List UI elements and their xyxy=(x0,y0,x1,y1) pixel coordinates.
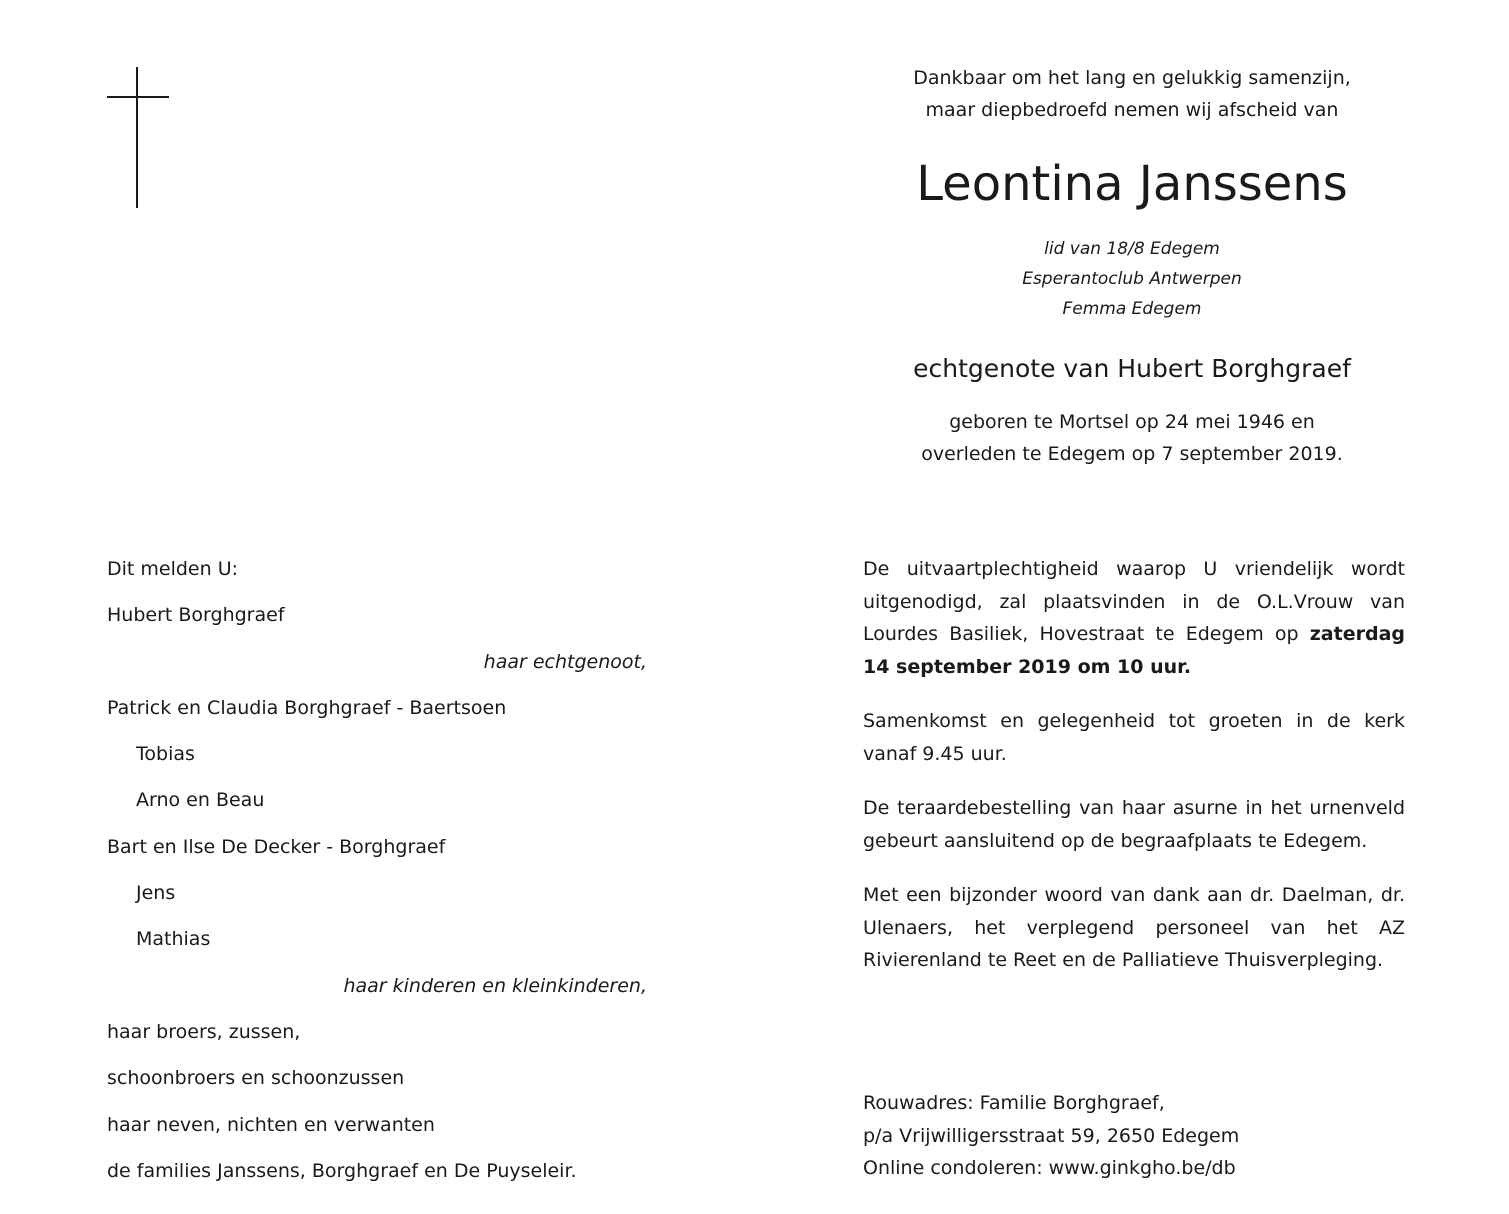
family-in-laws: schoonbroers en schoonzussen xyxy=(107,1067,405,1090)
funeral-details xyxy=(863,553,1405,999)
family-siblings: haar broers, zussen, xyxy=(107,1020,301,1043)
deceased-name: Leontina Janssens xyxy=(916,156,1348,212)
cross-horizontal-bar xyxy=(107,96,169,98)
intro-line-2: maar diepbedroefd nemen wij afscheid van xyxy=(925,99,1339,121)
funeral-paragraph-2: Samenkomst en gelegenheid tot groeten in de kerk vanaf 9.45 uur. xyxy=(863,710,1405,765)
family-child-1: Patrick en Claudia Borghgraef - Baertsoen xyxy=(107,696,507,719)
family-grandchild-3: Jens xyxy=(136,882,176,905)
funeral-paragraph-3: De teraardebestelling van haar asurne in het urnenveld gebeurt aansluitend op de begraafplaats te Edegem. xyxy=(863,797,1405,852)
family-families: de families Janssens, Borghgraef en De Puyseleir. xyxy=(107,1159,577,1182)
cross-icon xyxy=(107,67,169,208)
family-child-2: Bart en Ilse De Decker - Borghgraef xyxy=(107,835,446,858)
intro-line-1: Dankbaar om het lang en gelukkig samenzijn, xyxy=(913,67,1351,89)
membership-2: Esperantoclub Antwerpen xyxy=(1022,269,1242,289)
family-grandchild-2: Arno en Beau xyxy=(136,789,265,812)
funeral-paragraph-4: Met een bijzonder woord van dank aan dr. Daelman, dr. Ulenaers, het verplegend personeel van het AZ Rivierenland te Reet en de Palliatieve Thuisverpleging. xyxy=(863,884,1405,971)
family-relatives: haar neven, nichten en verwanten xyxy=(107,1113,435,1136)
family-grandchild-4: Mathias xyxy=(136,928,211,951)
memberships xyxy=(862,234,1402,324)
birth-line: geboren te Mortsel op 24 mei 1946 en xyxy=(949,411,1315,433)
family-grandchild-1: Tobias xyxy=(136,743,195,766)
contact-info xyxy=(863,1087,1403,1185)
funeral-paragraph-1 xyxy=(863,553,1405,683)
family-spouse-name: Hubert Borghgraef xyxy=(107,604,285,627)
family-heading: Dit melden U: xyxy=(107,558,239,580)
family-children-role: haar kinderen en kleinkinderen, xyxy=(343,974,647,997)
membership-1: lid van 18/8 Edegem xyxy=(1044,239,1220,259)
online-condolence-link[interactable]: Online condoleren: www.ginkgho.be/db xyxy=(863,1157,1236,1179)
family-spouse-role: haar echtgenoot, xyxy=(483,650,647,673)
address-line-2: p/a Vrijwilligersstraat 59, 2650 Edegem xyxy=(863,1124,1240,1147)
spouse-line: echtgenote van Hubert Borghgraef xyxy=(913,354,1351,383)
intro-text xyxy=(862,62,1402,126)
birth-death-dates xyxy=(862,406,1402,470)
funeral-ceremony-text: De uitvaartplechtigheid waarop U vriendelijk wordt uitgenodigd, zal plaatsvinden in de O.L.Vrouw van Lourdes Basiliek, Hovestraat te Edegem op xyxy=(863,558,1405,645)
death-line: overleden te Edegem op 7 september 2019. xyxy=(921,443,1343,465)
funeral-date-time: zaterdag 14 september 2019 om 10 uur. xyxy=(863,623,1405,678)
address-line-1: Rouwadres: Familie Borghgraef, xyxy=(863,1092,1165,1114)
membership-3: Femma Edegem xyxy=(1062,299,1202,319)
cross-vertical-bar xyxy=(136,67,138,208)
family-list xyxy=(107,553,647,1201)
